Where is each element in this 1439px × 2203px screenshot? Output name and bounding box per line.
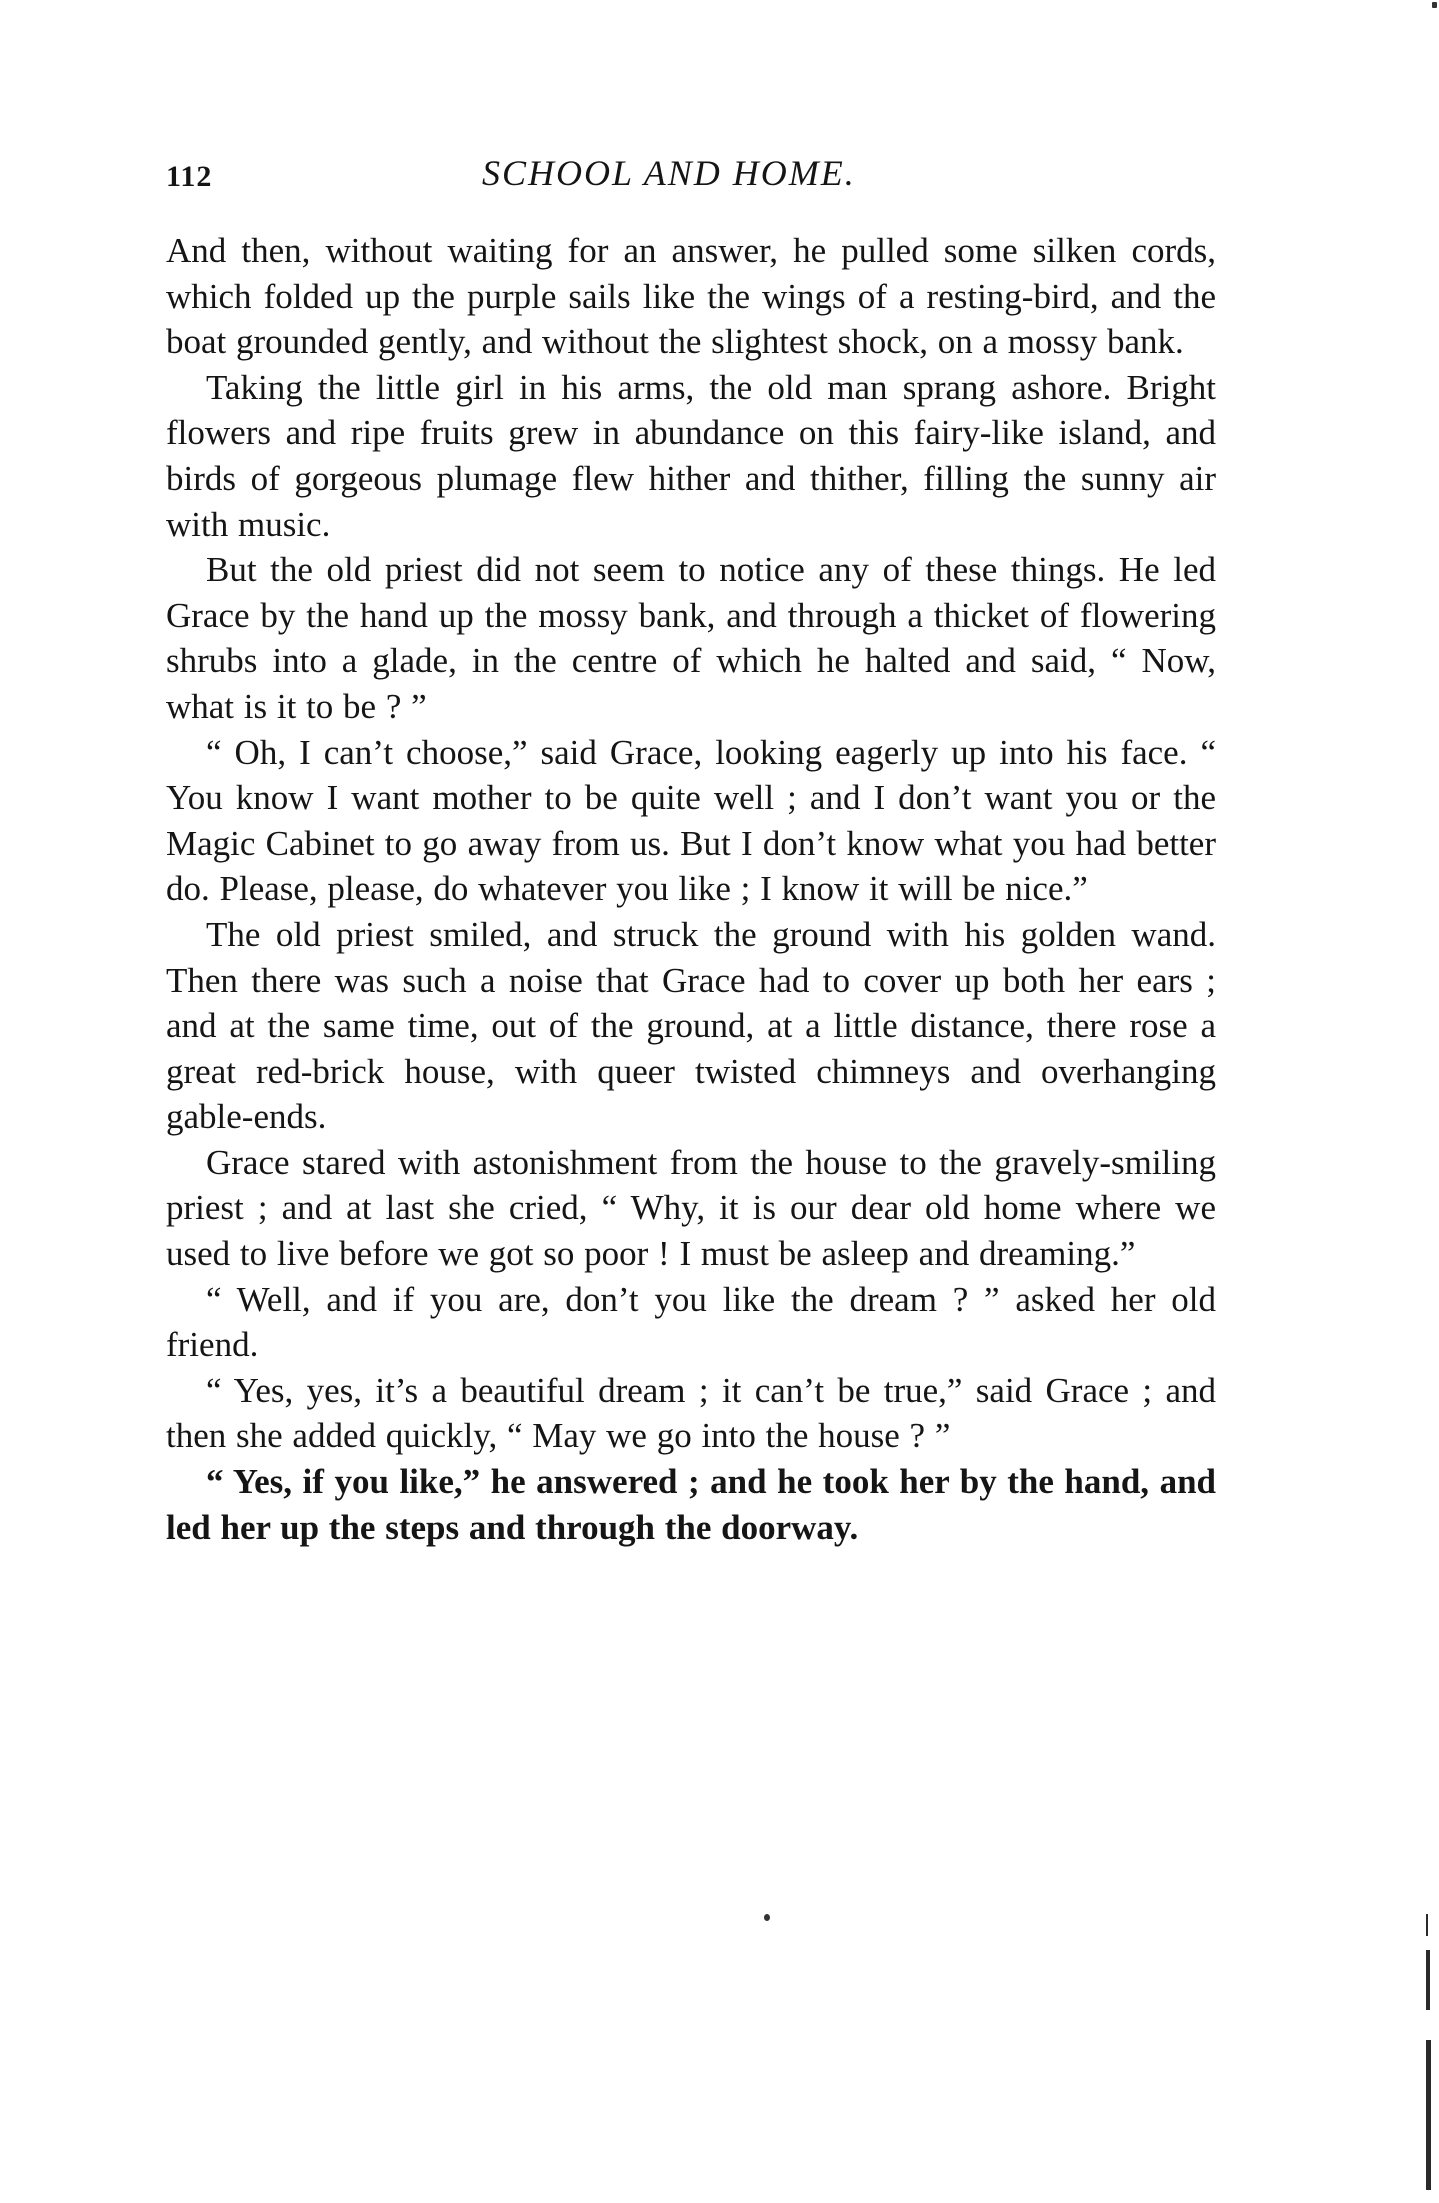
paragraph: “ Oh, I can’t choose,” said Grace, looking eagerly up into his face. “ You know I want mother to be quite well ; and I don’t want you or the Magic Cabinet to go away from us. But I don’t know what you had better do. Please, please, do whatever you like ; I know it will be nice.”: [166, 732, 1216, 909]
paragraph: “ Yes, yes, it’s a beautiful dream ; it can’t be true,” said Grace ; and then she added quickly, “ May we go into the house ? ”: [166, 1370, 1216, 1456]
page-edge-shadow: [1426, 2040, 1431, 2190]
paragraph: But the old priest did not seem to notice any of these things. He led Grace by the hand up the mossy bank, and through a thicket of flowering shrubs into a glade, in the centre of which he halted and said, “ Now, what is it to be ? ”: [166, 550, 1216, 726]
page-edge-shadow: [1426, 1950, 1430, 2010]
paragraph: “ Well, and if you are, don’t you like the dream ? ” asked her old friend.: [166, 1279, 1216, 1365]
running-head: SCHOOL AND HOME.: [482, 153, 856, 193]
body-text: [166, 228, 1216, 1550]
corner-mark: [1432, 2, 1437, 8]
page-header: [166, 152, 1216, 202]
paragraph: Taking the little girl in his arms, the old man sprang ashore. Bright flowers and ripe fruits grew in abundance on this fairy-like island, and birds of gorgeous plumage flew hither and thither, filling the sunny air with music.: [166, 367, 1216, 544]
page-number: 112: [166, 160, 213, 193]
paragraph: The old priest smiled, and struck the ground with his golden wand. Then there was such a noise that Grace had to cover up both her ears ; and at the same time, out of the ground, at a little distance, there rose a great red-brick house, with queer twisted chimneys and overhanging gable-ends.: [166, 914, 1216, 1137]
ink-speck: [764, 1914, 770, 1921]
page-edge-shadow: [1426, 1914, 1428, 1936]
paragraph: “ Yes, if you like,” he answered ; and he took her by the hand, and led her up the steps and through the doorway.: [166, 1462, 1216, 1547]
paragraph: Grace stared with astonishment from the house to the gravely-smiling priest ; and at last she cried, “ Why, it is our dear old home where we used to live before we got so poor ! I must be asleep and dreaming.”: [166, 1142, 1216, 1274]
paragraph: And then, without waiting for an answer, he pulled some silken cords, which folded up the purple sails like the wings of a resting-bird, and the boat grounded gently, and without the slightest shock, on a mossy bank.: [166, 231, 1216, 362]
